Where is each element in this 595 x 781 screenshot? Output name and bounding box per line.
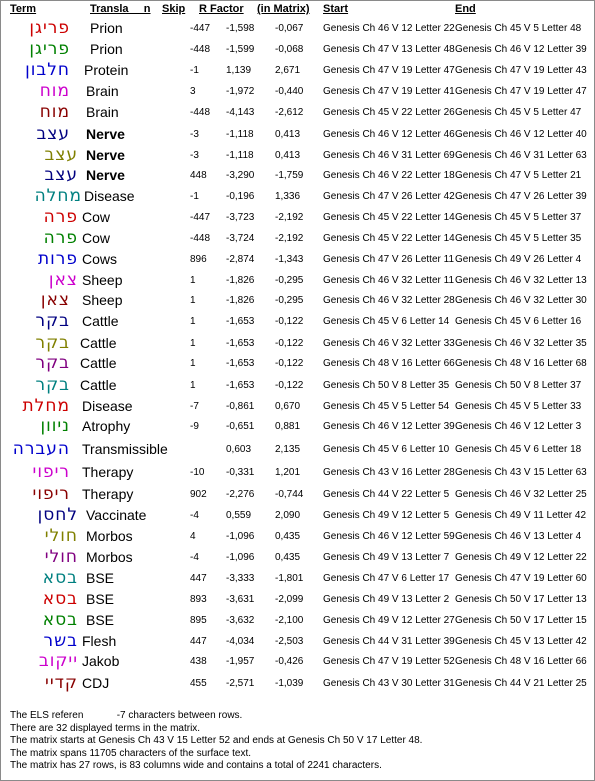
start-cell: Genesis Ch 46 V 22 Letter 18 (323, 170, 455, 181)
table-row[interactable] (0, 333, 595, 354)
im-cell: -0,744 (275, 489, 304, 500)
skip-cell: 447 (190, 573, 207, 584)
hebrew-term: בסא (42, 610, 78, 630)
rf-cell: -3,290 (226, 170, 255, 181)
table-row[interactable] (0, 375, 595, 396)
start-cell: Genesis Ch 45 V 6 Letter 10 (323, 444, 450, 455)
end-cell: Genesis Ch 46 V 32 Letter 25 (455, 489, 587, 500)
im-cell: -2,100 (275, 615, 304, 626)
end-cell: Genesis Ch 47 V 19 Letter 43 (455, 65, 587, 76)
hebrew-term: ייקוב (38, 651, 78, 671)
table-row[interactable] (0, 631, 595, 652)
end-cell: Genesis Ch 46 V 13 Letter 4 (455, 531, 582, 542)
rf-cell: -0,331 (226, 467, 255, 478)
end-cell: Genesis Ch 50 V 17 Letter 13 (455, 594, 587, 605)
hebrew-term: בקר (35, 311, 70, 331)
end-cell: Genesis Ch 48 V 16 Letter 68 (455, 358, 587, 369)
table-row[interactable] (0, 60, 595, 81)
skip-cell: 3 (190, 86, 196, 97)
hebrew-term: חלבון (25, 60, 70, 80)
hebrew-term: פרה (43, 207, 78, 227)
translation: Prion (90, 20, 123, 36)
end-cell: Genesis Ch 47 V 19 Letter 60 (455, 573, 587, 584)
skip-cell: -1 (190, 191, 199, 202)
translation: Morbos (86, 528, 133, 544)
end-cell: Genesis Ch 49 V 11 Letter 42 (455, 510, 587, 521)
hebrew-term: פרות (37, 249, 78, 269)
rf-cell: -1,826 (226, 295, 255, 306)
translation: Cattle (80, 355, 117, 371)
start-cell: Genesis Ch 45 V 22 Letter 26 (323, 107, 455, 118)
rf-cell: -1,957 (226, 656, 255, 667)
start-cell: Genesis Ch 46 V 12 Letter 59 (323, 531, 455, 542)
skip-cell: -448 (190, 233, 211, 244)
translation: Sheep (82, 272, 123, 288)
header-skip[interactable]: Skip (162, 3, 186, 15)
translation: Cattle (80, 335, 117, 351)
rf-cell: -1,599 (226, 44, 255, 55)
start-cell: Genesis Ch 46 V 31 Letter 69 (323, 150, 455, 161)
start-cell: Genesis Ch 49 V 13 Letter 2 (323, 594, 450, 605)
skip-cell: 447 (190, 636, 207, 647)
translation: BSE (86, 570, 115, 586)
skip-cell: -448 (190, 44, 211, 55)
translation: Nerve (86, 147, 125, 163)
translation: Cow (82, 230, 111, 246)
hebrew-term: ריפוי (32, 484, 70, 504)
translation: Cows (82, 251, 118, 267)
skip-cell: 1 (190, 358, 196, 369)
im-cell: -0,426 (275, 656, 304, 667)
translation: Transmissible (82, 441, 168, 457)
rf-cell: -2,276 (226, 489, 255, 500)
end-cell: Genesis Ch 47 V 26 Letter 39 (455, 191, 587, 202)
end-cell: Genesis Ch 44 V 21 Letter 25 (455, 678, 587, 689)
im-cell: -0,440 (275, 86, 304, 97)
im-cell: -0,122 (275, 338, 304, 349)
end-cell: Genesis Ch 45 V 6 Letter 18 (455, 444, 582, 455)
hebrew-term: מחלת (22, 396, 70, 416)
im-cell: 0,413 (275, 129, 301, 140)
start-cell: Genesis Ch 47 V 26 Letter 42 (323, 191, 455, 202)
translation: Therapy (82, 464, 134, 480)
end-cell: Genesis Ch 46 V 12 Letter 3 (455, 421, 582, 432)
im-cell: -1,343 (275, 254, 304, 265)
skip-cell: 438 (190, 656, 207, 667)
skip-cell: 448 (190, 170, 207, 181)
rf-cell: -0,651 (226, 421, 255, 432)
translation: Cow (82, 209, 111, 225)
hebrew-term: בקר (35, 353, 70, 373)
end-cell: Genesis Ch 45 V 5 Letter 48 (455, 23, 582, 34)
skip-cell: 895 (190, 615, 207, 626)
end-cell: Genesis Ch 46 V 32 Letter 35 (455, 338, 587, 349)
hebrew-term: עצב (36, 124, 70, 144)
im-cell: 2,135 (275, 444, 301, 455)
rf-cell: -3,724 (226, 233, 255, 244)
start-cell: Genesis Ch 47 V 19 Letter 41 (323, 86, 455, 97)
im-cell: -0,122 (275, 358, 304, 369)
im-cell: -0,295 (275, 295, 304, 306)
hebrew-term: בסא (42, 568, 78, 588)
skip-cell: 896 (190, 254, 207, 265)
end-cell: Genesis Ch 45 V 5 Letter 33 (455, 401, 582, 412)
end-cell: Genesis Ch 47 V 5 Letter 21 (455, 170, 582, 181)
im-cell: -0,067 (275, 23, 304, 34)
start-cell: Genesis Ch 45 V 6 Letter 14 (323, 316, 450, 327)
table-row[interactable] (0, 610, 595, 631)
rf-cell: -3,632 (226, 615, 255, 626)
end-cell: Genesis Ch 46 V 32 Letter 13 (455, 275, 587, 286)
table-row[interactable] (0, 673, 595, 694)
translation: BSE (86, 591, 115, 607)
table-row[interactable] (0, 547, 595, 568)
end-cell: Genesis Ch 50 V 17 Letter 15 (455, 615, 587, 626)
start-cell: Genesis Ch 47 V 6 Letter 17 (323, 573, 450, 584)
translation: Jakob (82, 653, 120, 669)
table-row[interactable] (0, 270, 595, 291)
skip-cell: 1 (190, 295, 196, 306)
translation: Vaccinate (86, 507, 147, 523)
start-cell: Genesis Ch 43 V 30 Letter 31 (323, 678, 455, 689)
hebrew-term: בקר (35, 333, 70, 353)
start-cell: Genesis Ch 46 V 32 Letter 28 (323, 295, 455, 306)
start-cell: Genesis Ch 46 V 12 Letter 22 (323, 23, 455, 34)
table-row[interactable] (0, 290, 595, 311)
hebrew-term: העברה (12, 439, 70, 459)
rf-cell: -4,034 (226, 636, 255, 647)
table-row[interactable] (0, 228, 595, 249)
footer-line: There are 32 displayed terms in the matrix. (10, 723, 201, 734)
hebrew-term: מוח (39, 102, 70, 122)
im-cell: -0,122 (275, 316, 304, 327)
table-row[interactable] (0, 396, 595, 417)
table-row[interactable] (0, 39, 595, 60)
skip-cell: 455 (190, 678, 207, 689)
rf-cell: -1,653 (226, 380, 255, 391)
table-row[interactable] (0, 439, 595, 460)
footer-line: The matrix spans 11705 characters of the surface text. (10, 748, 252, 759)
rf-cell: -1,653 (226, 316, 255, 327)
end-cell: Genesis Ch 46 V 12 Letter 40 (455, 129, 587, 140)
end-cell: Genesis Ch 45 V 5 Letter 37 (455, 212, 582, 223)
start-cell: Genesis Ch 49 V 12 Letter 5 (323, 510, 450, 521)
skip-cell: -4 (190, 552, 199, 563)
im-cell: 2,090 (275, 510, 301, 521)
skip-cell: 1 (190, 275, 196, 286)
hebrew-term: לחסן (37, 505, 78, 525)
start-cell: Genesis Ch 47 V 26 Letter 11 (323, 254, 455, 265)
im-cell: -2,612 (275, 107, 304, 118)
im-cell: 1,201 (275, 467, 301, 478)
hebrew-term: בסא (42, 589, 78, 609)
translation: Protein (84, 62, 129, 78)
end-cell: Genesis Ch 43 V 15 Letter 63 (455, 467, 587, 478)
hebrew-term: קדיי (45, 673, 78, 693)
skip-cell: -3 (190, 150, 199, 161)
end-cell: Genesis Ch 46 V 12 Letter 39 (455, 44, 587, 55)
rf-cell: -2,874 (226, 254, 255, 265)
rf-cell: 1,139 (226, 65, 252, 76)
table-row[interactable] (0, 526, 595, 547)
skip-cell: 893 (190, 594, 207, 605)
translation: BSE (86, 612, 115, 628)
start-cell: Genesis Ch 45 V 22 Letter 14 (323, 233, 455, 244)
im-cell: -1,039 (275, 678, 304, 689)
translation: Atrophy (82, 418, 131, 434)
translation: CDJ (82, 675, 110, 691)
start-cell: Genesis Ch 44 V 22 Letter 5 (323, 489, 450, 500)
table-row[interactable] (0, 462, 595, 483)
header-end[interactable]: End (455, 3, 476, 15)
end-cell: Genesis Ch 48 V 16 Letter 66 (455, 656, 587, 667)
translation: Disease (84, 188, 135, 204)
skip-cell: 1 (190, 338, 196, 349)
header-translation[interactable]: Transla n (90, 3, 151, 15)
start-cell: Genesis Ch 48 V 16 Letter 66 (323, 358, 455, 369)
im-cell: -0,068 (275, 44, 304, 55)
skip-cell: 1 (190, 316, 196, 327)
start-cell: Genesis Ch 46 V 12 Letter 46 (323, 129, 455, 140)
header-rfactor[interactable]: R Factor (199, 3, 244, 15)
rf-cell: -3,723 (226, 212, 255, 223)
start-cell: Genesis Ch 49 V 12 Letter 27 (323, 615, 455, 626)
im-cell: -1,801 (275, 573, 304, 584)
rf-cell: -1,826 (226, 275, 255, 286)
im-cell: -0,295 (275, 275, 304, 286)
table-row[interactable] (0, 81, 595, 102)
rf-cell: -1,096 (226, 531, 255, 542)
translation: Therapy (82, 486, 134, 502)
skip-cell: -447 (190, 212, 211, 223)
hebrew-term: ריפוי (32, 462, 70, 482)
end-cell: Genesis Ch 46 V 32 Letter 30 (455, 295, 587, 306)
skip-cell: -10 (190, 467, 205, 478)
start-cell: Genesis Ch 47 V 19 Letter 52 (323, 656, 455, 667)
translation: Flesh (82, 633, 117, 649)
im-cell: -1,759 (275, 170, 304, 181)
hebrew-term: חולי (44, 526, 78, 546)
header-inmatrix[interactable]: (in Matrix) (257, 3, 310, 15)
end-cell: Genesis Ch 50 V 8 Letter 37 (455, 380, 582, 391)
rf-cell: 0,603 (226, 444, 252, 455)
start-cell: Genesis Ch 46 V 32 Letter 11 (323, 275, 455, 286)
rf-cell: -1,972 (226, 86, 255, 97)
rf-cell: -4,143 (226, 107, 255, 118)
rf-cell: 0,559 (226, 510, 252, 521)
hebrew-term: בקר (35, 375, 70, 395)
im-cell: 1,336 (275, 191, 301, 202)
skip-cell: 902 (190, 489, 207, 500)
table-row[interactable] (0, 568, 595, 589)
table-row[interactable] (0, 207, 595, 228)
table-row[interactable] (0, 484, 595, 505)
table-row[interactable] (0, 186, 595, 207)
table-row[interactable] (0, 416, 595, 437)
footer-line: The matrix starts at Genesis Ch 43 V 15 Letter 52 and ends at Genesis Ch 50 V 17 Letter 48. (10, 735, 423, 746)
skip-cell: -3 (190, 129, 199, 140)
start-cell: Genesis Ch 46 V 12 Letter 39 (323, 421, 455, 432)
end-cell: Genesis Ch 45 V 13 Letter 42 (455, 636, 587, 647)
table-row[interactable] (0, 589, 595, 610)
hebrew-term: פרה (43, 228, 78, 248)
hebrew-term: צאן (40, 290, 70, 310)
im-cell: 0,670 (275, 401, 301, 412)
start-cell: Genesis Ch 50 V 8 Letter 35 (323, 380, 450, 391)
hebrew-term: צאן (48, 270, 78, 290)
rf-cell: -3,631 (226, 594, 255, 605)
im-cell: -2,192 (275, 233, 304, 244)
im-cell: 0,435 (275, 531, 301, 542)
translation: Disease (82, 398, 133, 414)
table-row[interactable] (0, 311, 595, 332)
table-row[interactable] (0, 18, 595, 39)
hebrew-term: בשר (43, 631, 78, 651)
table-row[interactable] (0, 145, 595, 166)
rf-cell: -1,118 (226, 150, 254, 161)
hebrew-term: עצב (44, 145, 78, 165)
hebrew-term: פריגן (29, 39, 70, 59)
skip-cell: -1 (190, 65, 199, 76)
rf-cell: -1,598 (226, 23, 255, 34)
start-cell: Genesis Ch 47 V 13 Letter 48 (323, 44, 455, 55)
end-cell: Genesis Ch 47 V 19 Letter 47 (455, 86, 587, 97)
start-cell: Genesis Ch 47 V 19 Letter 47 (323, 65, 455, 76)
start-cell: Genesis Ch 46 V 32 Letter 33 (323, 338, 455, 349)
im-cell: 2,671 (275, 65, 301, 76)
hebrew-term: עצב (44, 165, 78, 185)
table-row[interactable] (0, 249, 595, 270)
footer-line: The matrix has 27 rows, is 83 columns wide and contains a total of 2241 characters. (10, 760, 382, 771)
skip-cell: 1 (190, 380, 196, 391)
rf-cell: -1,118 (226, 129, 254, 140)
start-cell: Genesis Ch 43 V 16 Letter 28 (323, 467, 455, 478)
end-cell: Genesis Ch 45 V 6 Letter 16 (455, 316, 582, 327)
translation: Cattle (82, 313, 119, 329)
skip-cell: -4 (190, 510, 199, 521)
hebrew-term: פריגן (29, 18, 70, 38)
end-cell: Genesis Ch 49 V 26 Letter 4 (455, 254, 582, 265)
translation: Nerve (86, 126, 125, 142)
hebrew-term: מוח (39, 81, 70, 101)
im-cell: 0,881 (275, 421, 301, 432)
translation: Cattle (80, 377, 117, 393)
table-row[interactable] (0, 102, 595, 123)
hebrew-term: מחלה (34, 186, 82, 206)
hebrew-term: ניוון (40, 416, 70, 436)
start-cell: Genesis Ch 44 V 31 Letter 39 (323, 636, 455, 647)
im-cell: 0,413 (275, 150, 301, 161)
im-cell: 0,435 (275, 552, 301, 563)
table-row[interactable] (0, 165, 595, 186)
rf-cell: -1,653 (226, 358, 255, 369)
im-cell: -2,099 (275, 594, 304, 605)
start-cell: Genesis Ch 45 V 5 Letter 54 (323, 401, 450, 412)
table-row[interactable] (0, 124, 595, 145)
im-cell: -2,192 (275, 212, 304, 223)
translation: Brain (86, 104, 119, 120)
rf-cell: -0,196 (226, 191, 255, 202)
skip-cell: -448 (190, 107, 211, 118)
start-cell: Genesis Ch 45 V 22 Letter 14 (323, 212, 455, 223)
end-cell: Genesis Ch 45 V 5 Letter 35 (455, 233, 582, 244)
rf-cell: -1,653 (226, 338, 255, 349)
rf-cell: -3,333 (226, 573, 255, 584)
rf-cell: -2,571 (226, 678, 255, 689)
im-cell: -0,122 (275, 380, 304, 391)
hebrew-term: חולי (44, 547, 78, 567)
table-row[interactable] (0, 651, 595, 672)
header-term[interactable]: Term (10, 3, 37, 15)
end-cell: Genesis Ch 46 V 31 Letter 63 (455, 150, 587, 161)
rf-cell: -1,096 (226, 552, 255, 563)
rf-cell: -0,861 (226, 401, 255, 412)
skip-cell: -7 (190, 401, 199, 412)
skip-cell: -9 (190, 421, 199, 432)
skip-cell: 4 (190, 531, 196, 542)
table-row[interactable] (0, 353, 595, 374)
im-cell: -2,503 (275, 636, 304, 647)
table-row[interactable] (0, 505, 595, 526)
footer-line: The ELS referen -7 characters between rows. (10, 710, 243, 721)
translation: Prion (90, 41, 123, 57)
skip-cell: -447 (190, 23, 211, 34)
end-cell: Genesis Ch 45 V 5 Letter 47 (455, 107, 582, 118)
translation: Nerve (86, 167, 125, 183)
translation: Sheep (82, 292, 123, 308)
translation: Morbos (86, 549, 133, 565)
end-cell: Genesis Ch 49 V 12 Letter 22 (455, 552, 587, 563)
header-start[interactable]: Start (323, 3, 349, 15)
start-cell: Genesis Ch 49 V 13 Letter 7 (323, 552, 450, 563)
translation: Brain (86, 83, 119, 99)
